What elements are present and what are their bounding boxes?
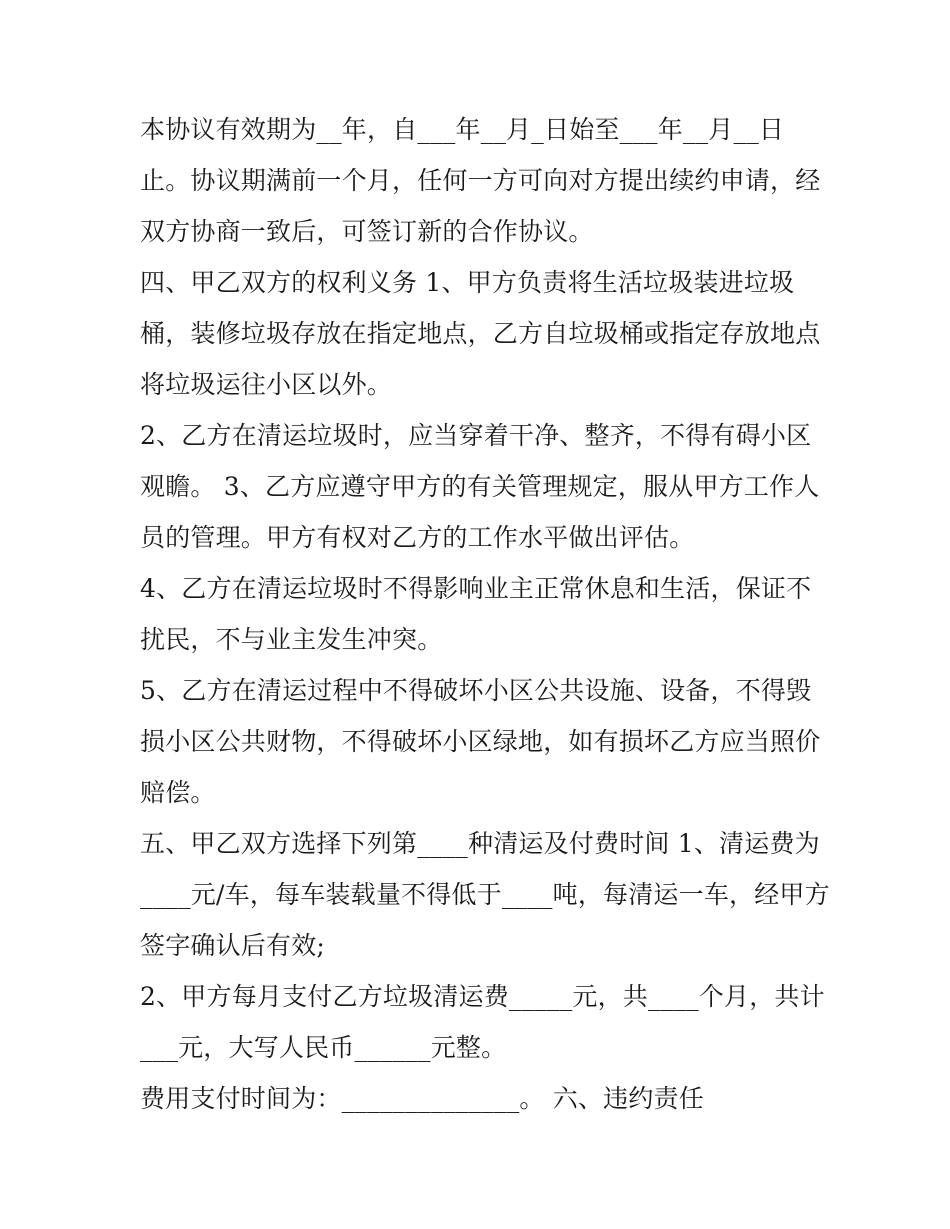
paragraph-section-4-rights: 四、甲乙双方的权利义务 1、甲方负责将生活垃圾装进垃圾桶，装修垃圾存放在指定地点，乙方自垃圾桶或指定存放地点将垃圾运往小区以外。 [140,268,821,399]
paragraph-section-5-fees: 五、甲乙双方选择下列第____种清运及付费时间 1、清运费为____元/车，每车装载量不得低于____吨，每清运一车，经甲方签字确认后有效; [140,829,830,960]
paragraph-payment-time: 费用支付时间为：______________。 六、违约责任 [140,1084,704,1113]
paragraph-clause-2-3: 2、乙方在清运垃圾时，应当穿着干净、整齐，不得有碍小区观瞻。 3、乙方应遵守甲方的有关管理规定，服从甲方工作人员的管理。甲方有权对乙方的工作水平做出评估。 [140,421,820,552]
paragraph-monthly-payment: 2、甲方每月支付乙方垃圾清运费_____元，共____个月，共计___元，大写人民币______元整。 [140,982,825,1062]
paragraph-clause-4: 4、乙方在清运垃圾时不得影响业主正常休息和生活，保证不扰民，不与业主发生冲突。 [140,574,812,654]
document-page [140,104,830,1124]
paragraph-term: 本协议有效期为__年，自___年__月_日始至___年__月__日止。协议期满前一个月，任何一方可向对方提出续约申请，经双方协商一致后，可签订新的合作协议。 [140,115,821,246]
paragraph-clause-5: 5、乙方在清运过程中不得破坏小区公共设施、设备，不得毁损小区公共财物，不得破坏小区绿地，如有损坏乙方应当照价赔偿。 [140,676,821,807]
